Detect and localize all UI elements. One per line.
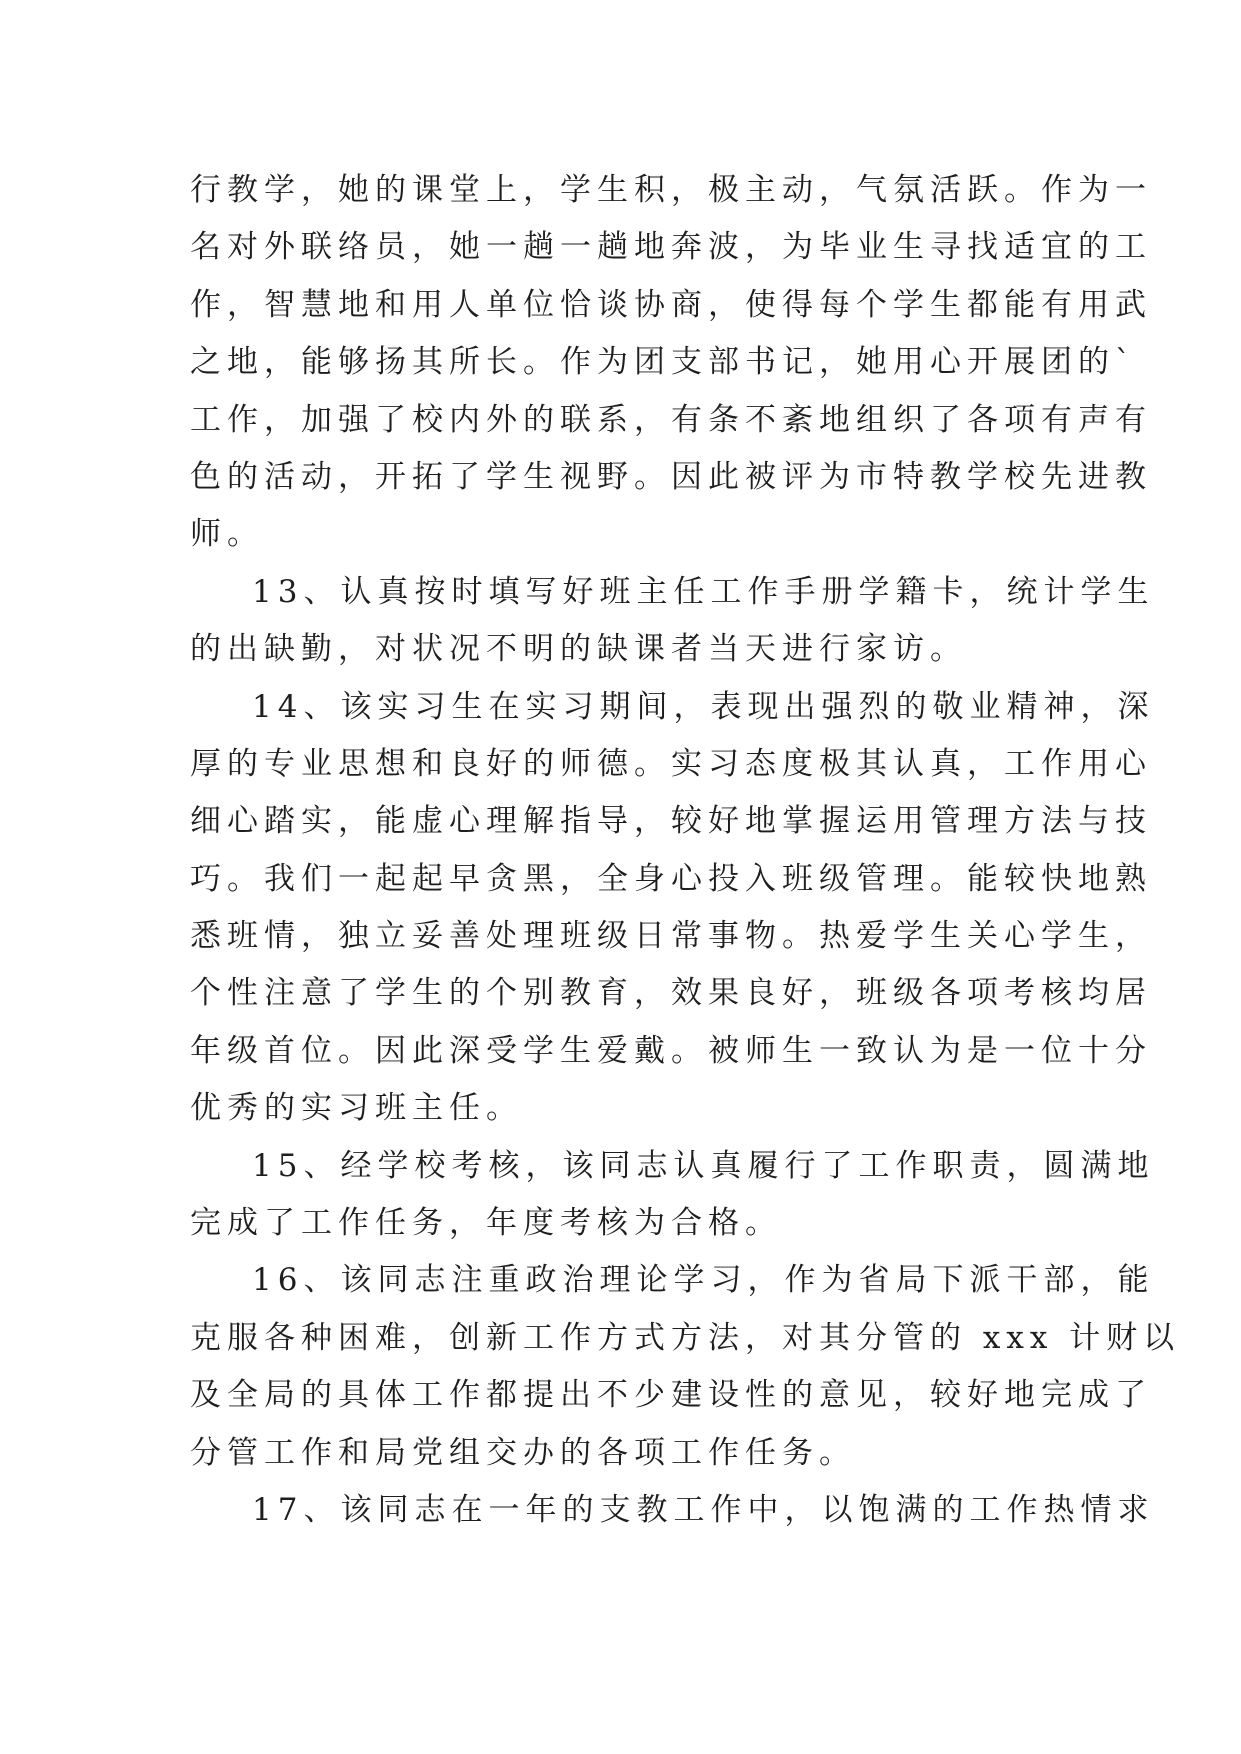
text-line: 名对外联络员，她一趟一趟地奔波，为毕业生寻找适宜的工 xyxy=(190,229,1152,266)
text-line: 细心踏实，能虚心理解指导，较好地掌握运用管理方法与技 xyxy=(190,803,1152,840)
paragraph-14-first-line: 14、该实习生在实习期间，表现出强烈的敬业精神，深 xyxy=(252,688,1155,725)
text-line: 作，智慧地和用人单位恰谈协商，使得每个学生都能有用武 xyxy=(190,286,1152,323)
text-line: 分管工作和局党组交办的各项工作任务。 xyxy=(190,1434,856,1471)
text-line: 色的活动，开拓了学生视野。因此被评为市特教学校先进教 xyxy=(190,458,1152,495)
text-line: 克服各种困难，创新工作方式方法，对其分管的 xxx 计财以 xyxy=(190,1319,1181,1356)
body-text xyxy=(190,162,1181,1539)
text-line: 厚的专业思想和良好的师德。实习态度极其认真，工作用心 xyxy=(190,745,1152,782)
text-line: 悉班情，独立妥善处理班级日常事物。热爱学生关心学生， xyxy=(190,918,1152,955)
text-line: 个性注意了学生的个别教育，效果良好，班级各项考核均居 xyxy=(190,975,1152,1012)
text-line: 完成了工作任务，年度考核为合格。 xyxy=(190,1205,782,1242)
paragraph-17-first-line: 17、该同志在一年的支教工作中，以饱满的工作热情求 xyxy=(252,1491,1155,1528)
text-line: 工作，加强了校内外的联系，有条不紊地组织了各项有声有 xyxy=(190,401,1152,438)
text-line: 的出缺勤，对状况不明的缺课者当天进行家访。 xyxy=(190,631,967,668)
text-line: 优秀的实习班主任。 xyxy=(190,1090,523,1127)
text-line: 师。 xyxy=(190,516,264,553)
text-line: 及全局的具体工作都提出不少建设性的意见，较好地完成了 xyxy=(190,1377,1152,1414)
paragraph-16-first-line: 16、该同志注重政治理论学习，作为省局下派干部，能 xyxy=(252,1262,1155,1299)
paragraph-15-first-line: 15、经学校考核，该同志认真履行了工作职责，圆满地 xyxy=(252,1147,1155,1184)
text-line: 巧。我们一起起早贪黑，全身心投入班级管理。能较快地熟 xyxy=(190,860,1152,897)
text-line: 年级首位。因此深受学生爱戴。被师生一致认为是一位十分 xyxy=(190,1032,1152,1069)
text-line: 之地，能够扬其所长。作为团支部书记，她用心开展团的` xyxy=(190,344,1137,381)
paragraph-13-first-line: 13、认真按时填写好班主任工作手册学籍卡，统计学生 xyxy=(252,573,1155,610)
text-line: 行教学，她的课堂上，学生积，极主动，气氛活跃。作为一 xyxy=(190,172,1152,208)
